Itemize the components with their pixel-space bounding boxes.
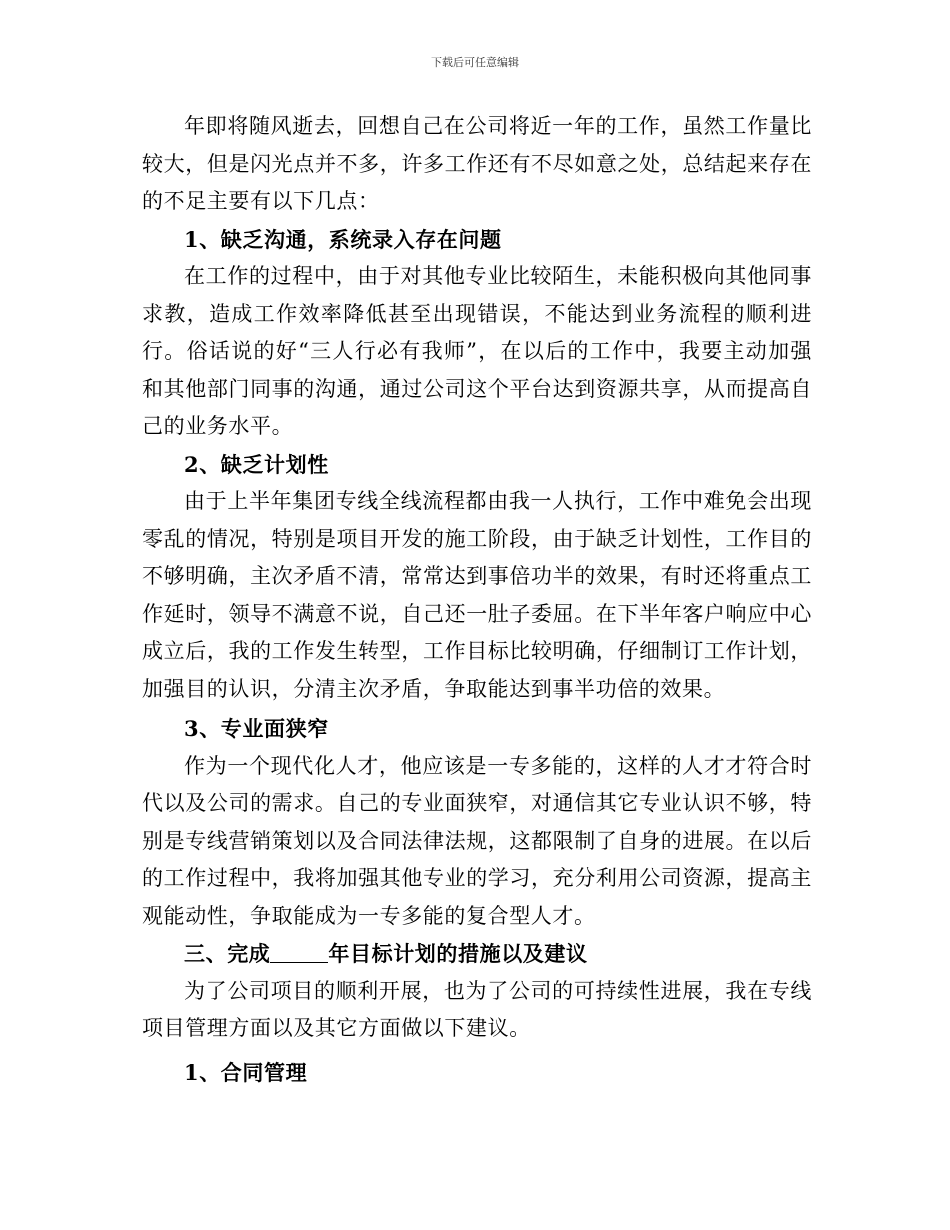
part-heading-suffix: 年目标计划的措施以及建议 — [328, 941, 588, 966]
section-body-3: 作为一个现代化人才，他应该是一专多能的，这样的人才才符合时代以及公司的需求。自己的专业面狭窄，对通信其它专业认识不够，特别是专线营销策划以及合同法律法规，这都限制了自身的进展。在以后的工作过程中，我将加强其他专业的学习，充分利用公司资源，提高主观能动性，争取能成为一专多能的复合型人才。 — [142, 753, 812, 928]
section-heading-3: 3、专业面狭窄 — [184, 716, 329, 741]
document-body — [142, 108, 812, 1091]
section-heading-1: 1、缺乏沟通，系统录入存在问题 — [184, 226, 502, 252]
section-body-1: 在工作的过程中，由于对其他专业比较陌生，未能积极向其他同事求教，造成工作效率降低甚至出现错误，不能达到业务流程的顺利进行。俗话说的好“三人行必有我师”，在以后的工作中，我要主动加强和其他部门同事的沟通，通过公司这个平台达到资源共享，从而提高自己的业务水平。 — [142, 264, 812, 438]
fill-in-blank — [270, 942, 328, 963]
part-heading-prefix: 三、完成 — [184, 941, 271, 966]
subsection-heading-1: 1、合同管理 — [184, 1059, 308, 1085]
part-heading-3 — [142, 935, 812, 973]
intro-paragraph: 年即将随风逝去，回想自己在公司将近一年的工作，虽然工作量比较大，但是闪光点并不多，许多工作还有不尽如意之处，总结起来存在的不足主要有以下几点： — [142, 114, 812, 213]
section-heading-2: 2、缺乏计划性 — [184, 451, 329, 477]
part-body-3: 为了公司项目的顺利开展，也为了公司的可持续性进展，我在专线项目管理方面以及其它方面做以下建议。 — [142, 978, 812, 1040]
page-header: 下载后可任意编辑 — [431, 56, 519, 69]
section-body-2: 由于上半年集团专线全线流程都由我一人执行，工作中难免会出现零乱的情况，特别是项目开发的施工阶段，由于缺乏计划性，工作目的不够明确，主次矛盾不清，常常达到事倍功半的效果，有时还将重点工作延时，领导不满意不说，自己还一肚子委屈。在下半年客户响应中心成立后，我的工作发生转型，工作目标比较明确，仔细制订工作计划，加强目的认识，分清主次矛盾，争取能达到事半功倍的效果。 — [142, 489, 812, 701]
